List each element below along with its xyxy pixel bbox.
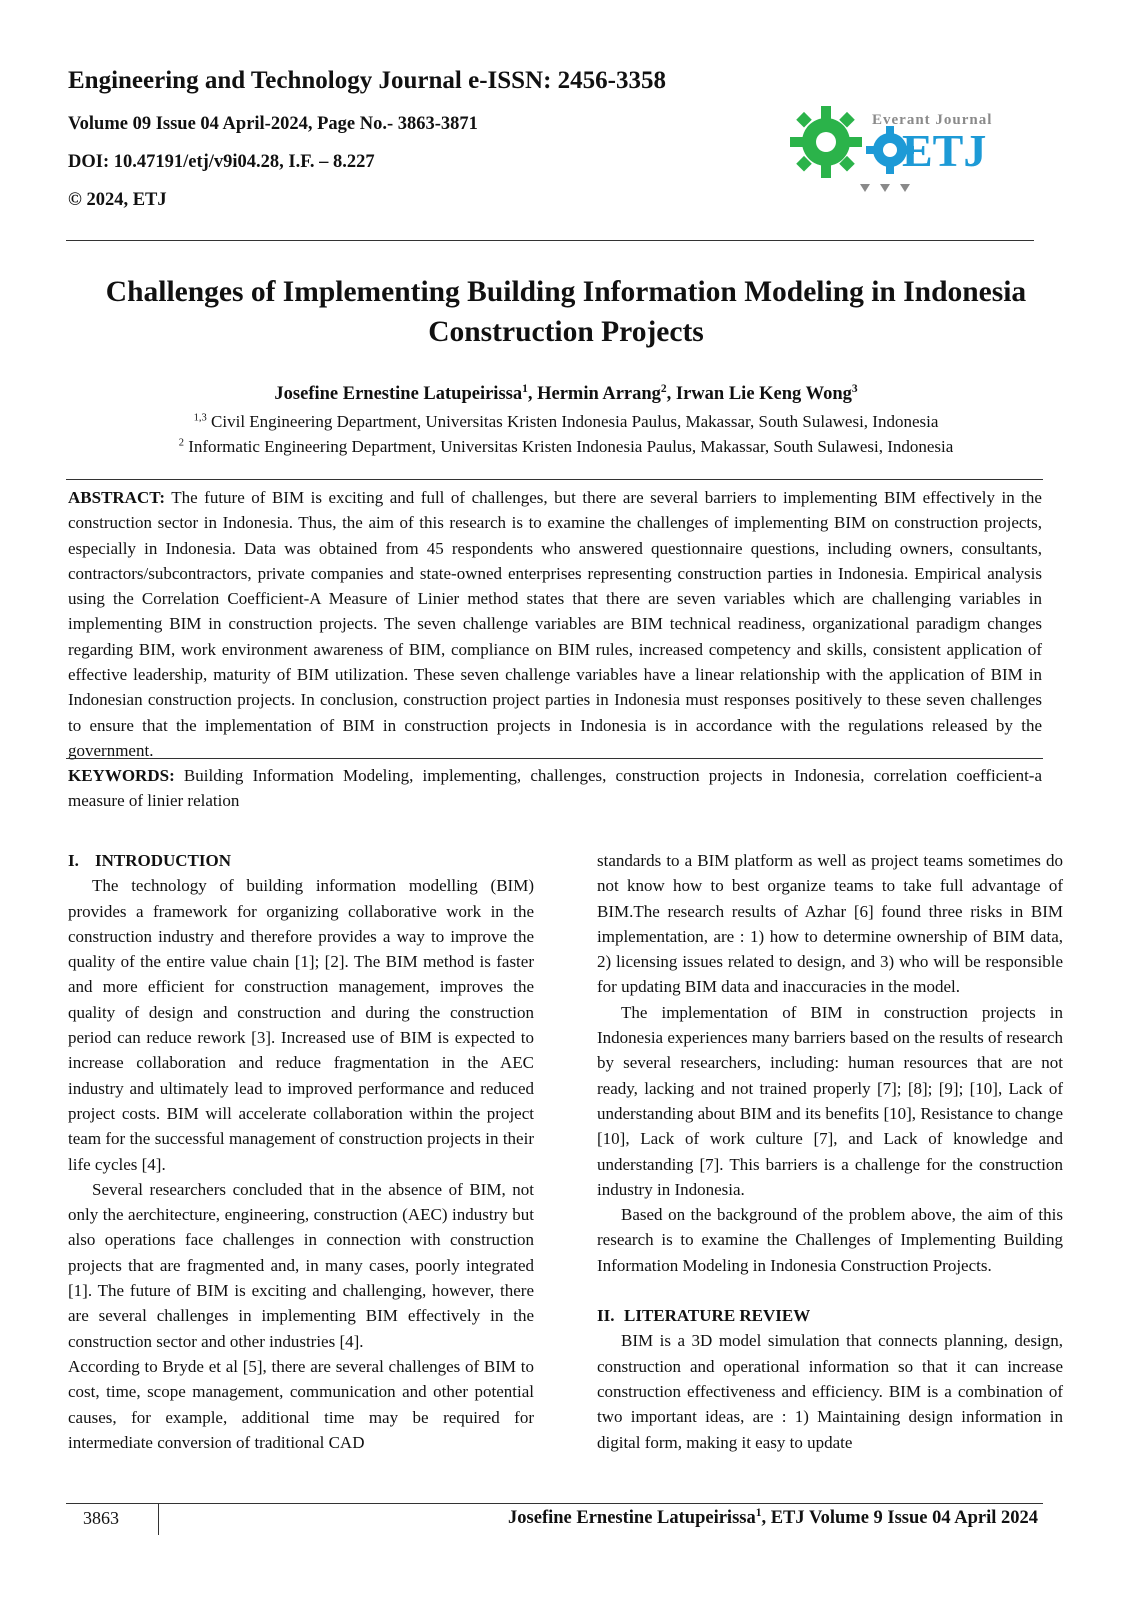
running-footer — [508, 1508, 1038, 1529]
author-name: Irwan Lie Keng Wong — [675, 384, 852, 404]
author-sup: 1 — [522, 382, 528, 395]
author-name: Hermin Arrang — [537, 384, 661, 404]
author-sup: 3 — [851, 382, 858, 395]
affiliation — [68, 412, 1064, 432]
footer-divider — [158, 1504, 159, 1535]
journal-title: Engineering and Technology Journal e-ISSN: 2456-3358 — [68, 67, 667, 94]
abstract-text: The future of BIM is exciting and full of challenges, but there are several barriers to implementing BIM effectively in the construction sector in Indonesia. Thus, the aim of this research is to examine the challenges of implementing BIM on construction projects, especially in Indonesia. Data was obtained from 45 respondents who answered questionnaire questions, including owners, consultants, contractors/subcontractors, private companies and state-owned enterprises representing construction parties in Indonesia. Empirical analysis using the Correlation Coefficient-A Measure of Linier method states that there are seven variables which are challenging variables in implementing BIM in construction projects. The seven challenge variables are BIM technical readiness, organizational paradigm changes regarding BIM, work environment awareness of BIM, compliance on BIM rules, increased competency and skills, consistent application of effective leadership, maturity of BIM utilization. These seven challenge variables have a linear relationship with the application of BIM in Indonesian construction projects. In conclusion, construction project parties in Indonesia must responses positively to these seven challenges to ensure that the implementation of BIM in construction projects in Indonesia is in accordance with the regulations released by the government. — [68, 488, 1042, 760]
footer-author: Josefine Ernestine Latupeirissa — [508, 1508, 756, 1528]
right-column — [597, 848, 1063, 1455]
paper-title: Challenges of Implementing Building Information Modeling in Indonesia Construction Projects — [105, 276, 1027, 349]
paragraph: Several researchers concluded that in the absence of BIM, not only the aerchitecture, engineering, construction (AEC) industry but also operations face challenges in connection with construction projects that are fragmented and, in many cases, poorly integrated [1]. The future of BIM is exciting and challenging, however, there are several challenges in implementing BIM effectively in the construction sector and other industries [4]. — [68, 1179, 534, 1351]
logo-subtitle: Everant Journal — [872, 112, 993, 128]
copyright-line: © 2024, ETJ — [68, 190, 167, 210]
abstract — [68, 485, 1042, 763]
paragraph: The implementation of BIM in construction projects in Indonesia experiences many barriers based on the results of research by several researchers, including: human resources that are not ready, lacking and not trained properly [7]; [8]; [9]; [10], Lack of understanding about BIM and its benefits [10], Resistance to change [10], Lack of work culture [7], and Lack of knowledge and understanding [7]. This barriers is a challenge for the construction industry in Indonesia. — [597, 1002, 1063, 1199]
footer-rule — [66, 1503, 1043, 1504]
section-number: I. — [68, 851, 79, 870]
volume-line: Volume 09 Issue 04 April-2024, Page No.- 3863-3871 — [68, 114, 478, 134]
affiliation-text: Informatic Engineering Department, Universitas Kristen Indonesia Paulus, Makassar, South Sulawesi, Indonesia — [188, 437, 954, 456]
section-number: II. — [597, 1306, 615, 1326]
keywords-text: Building Information Modeling, implementing, challenges, construction projects in Indonesia, correlation coefficient-a measure of linier relation — [68, 766, 1043, 811]
abstract-top-rule — [66, 479, 1043, 480]
paragraph: According to Bryde et al [5], there are several challenges of BIM to cost, time, scope management, communication and other potential causes, for example, additional time may be required for intermediate conversion of traditional CAD — [68, 1356, 534, 1452]
section-title: INTRODUCTION — [95, 851, 232, 870]
abstract-label: ABSTRACT: — [68, 488, 165, 507]
author-sup: 2 — [660, 382, 667, 395]
left-column — [68, 848, 534, 1455]
abstract-bottom-rule — [66, 758, 1043, 759]
doi-line: DOI: 10.47191/etj/v9i04.28, I.F. – 8.227 — [68, 152, 375, 172]
page-number: 3863 — [83, 1508, 119, 1528]
logo-acronym: ETJ — [902, 125, 987, 176]
keywords — [68, 763, 1042, 814]
affiliation-sup: 2 — [178, 437, 184, 449]
footer-issue: , ETJ Volume 9 Issue 04 April 2024 — [761, 1508, 1038, 1528]
author-list: Josefine Ernestine Latupeirissa$^1$, Hermin Arrang$^2$, Irwan Lie Keng Wong$^3$ — [274, 382, 858, 404]
keywords-label: KEYWORDS: — [68, 766, 175, 785]
paragraph: standards to a BIM platform as well as project teams sometimes do not know how to best organize teams to take full advantage of BIM.The research results of Azhar [6] found three risks in BIM implementation, are : 1) how to determine ownership of BIM data, 2) licensing issues related to design, and 3) who will be responsible for updating BIM data and inaccuracies in the model. — [597, 851, 1063, 997]
author-name: Josefine Ernestine Latupeirissa — [274, 384, 523, 404]
affiliation-text: Civil Engineering Department, Universitas Kristen Indonesia Paulus, Makassar, South Sulawesi, Indonesia — [211, 412, 939, 431]
paragraph: The technology of building information modelling (BIM) provides a framework for organizing collaborative work in the construction industry and therefore provides a way to improve the quality of the entire value chain [1]; [2]. The BIM method is faster and more efficient for construction management, improves the quality of design and construction and during the construction period can reduce rework [3]. Increased use of BIM is expected to increase collaboration and reduce fragmentation in the AEC industry and ultimately lead to improved performance and reduced project costs. BIM will accelerate collaboration within the project team for the successful management of construction projects in their life cycles [4]. — [68, 876, 534, 1174]
affiliation — [68, 437, 1064, 457]
section-heading — [68, 848, 534, 873]
paragraph: Based on the background of the problem above, the aim of this research is to examine the Challenges of Implementing Building Information Modeling in Indonesia Construction Projects. — [597, 1205, 1063, 1275]
journal-logo — [790, 92, 1020, 198]
header-rule — [66, 240, 1034, 241]
affiliation-sup: 1,3 — [193, 412, 207, 424]
footer-sup: 1 — [755, 1506, 762, 1519]
section-heading — [597, 1303, 1063, 1328]
section-title: LITERATURE REVIEW — [624, 1306, 811, 1326]
paragraph: BIM is a 3D model simulation that connects planning, design, construction and operational information so that it can increase construction effectiveness and efficiency. BIM is a combination of two important ideas, are : 1) Maintaining design information in digital form, making it easy to update — [597, 1331, 1063, 1452]
